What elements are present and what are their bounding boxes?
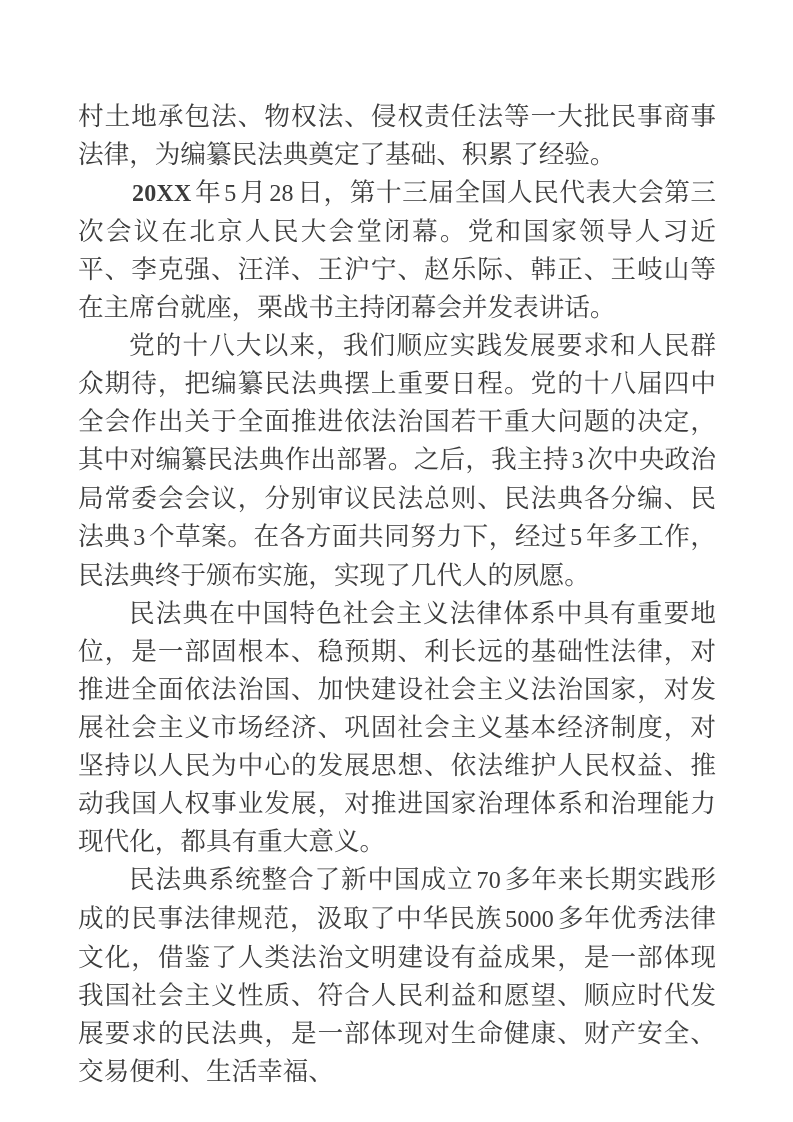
paragraph bbox=[78, 861, 716, 1091]
paragraph bbox=[78, 98, 716, 174]
cjk-run: 年 bbox=[194, 178, 222, 208]
cjk-run: 民法典系统整合了新中国成立 bbox=[129, 865, 474, 895]
paragraph bbox=[78, 174, 716, 327]
latin-run: 3 bbox=[133, 525, 146, 551]
cjk-run: 日，第十三届全国人民代表大会第三次会议在北京人民大会堂闭幕。党和国家领导人习近平、李克强、汪洋、王沪宁、赵乐际、韩正、王岐山等在主席台就座，栗战书主持闭幕会并发表讲话。 bbox=[78, 178, 716, 323]
document-text-body bbox=[78, 98, 716, 1091]
cjk-run: 年多工作，民法典终于颁布实施，实现了几代人的夙愿。 bbox=[78, 522, 716, 591]
latin-run: 5000 bbox=[505, 907, 554, 933]
latin-run: 5 bbox=[570, 525, 583, 551]
latin-run: 20XX bbox=[132, 181, 192, 207]
latin-run: 5 bbox=[224, 181, 237, 207]
paragraph bbox=[78, 595, 716, 861]
cjk-run: 多年优秀法律文化，借鉴了人类法治文明建设有益成果，是一部体现我国社会主义性质、符合人民利益和愿望、顺应时代发展要求的民法典，是一部体现对生命健康、财产安全、交易便利、生活幸福、 bbox=[78, 904, 716, 1087]
cjk-run: 月 bbox=[239, 178, 267, 208]
latin-run: 70 bbox=[476, 868, 501, 894]
cjk-run: 个草案。在各方面共同努力下，经过 bbox=[148, 522, 568, 552]
cjk-run: 多年来长期实践形成的民事法律规范，汲取了中华民族 bbox=[78, 865, 716, 934]
latin-run: 3 bbox=[571, 448, 584, 474]
latin-run: 28 bbox=[269, 181, 294, 207]
cjk-run: 次中央政治局常委会会议，分别审议民法总则、民法典各分编、民法典 bbox=[78, 445, 716, 552]
cjk-run: 党的十八大以来，我们顺应实践发展要求和人民群众期待，把编纂民法典摆上重要日程。党的十八届四中全会作出关于全面推进依法治国若干重大问题的决定，其中对编纂民法典作出部署。之后，我主持 bbox=[78, 331, 716, 475]
cjk-run: 村土地承包法、物权法、侵权责任法等一大批民事商事法律，为编纂民法典奠定了基础、积累了经验。 bbox=[78, 102, 716, 170]
paragraph bbox=[78, 327, 716, 595]
cjk-run: 民法典在中国特色社会主义法律体系中具有重要地位，是一部固根本、稳预期、利长远的基础性法律，对推进全面依法治国、加快建设社会主义法治国家，对发展社会主义市场经济、巩固社会主义基本经济制度，对坚持以人民为中心的发展思想、依法维护人民权益、推动我国人权事业发展，对推进国家治理体系和治理能力现代化，都具有重大意义。 bbox=[78, 599, 716, 857]
